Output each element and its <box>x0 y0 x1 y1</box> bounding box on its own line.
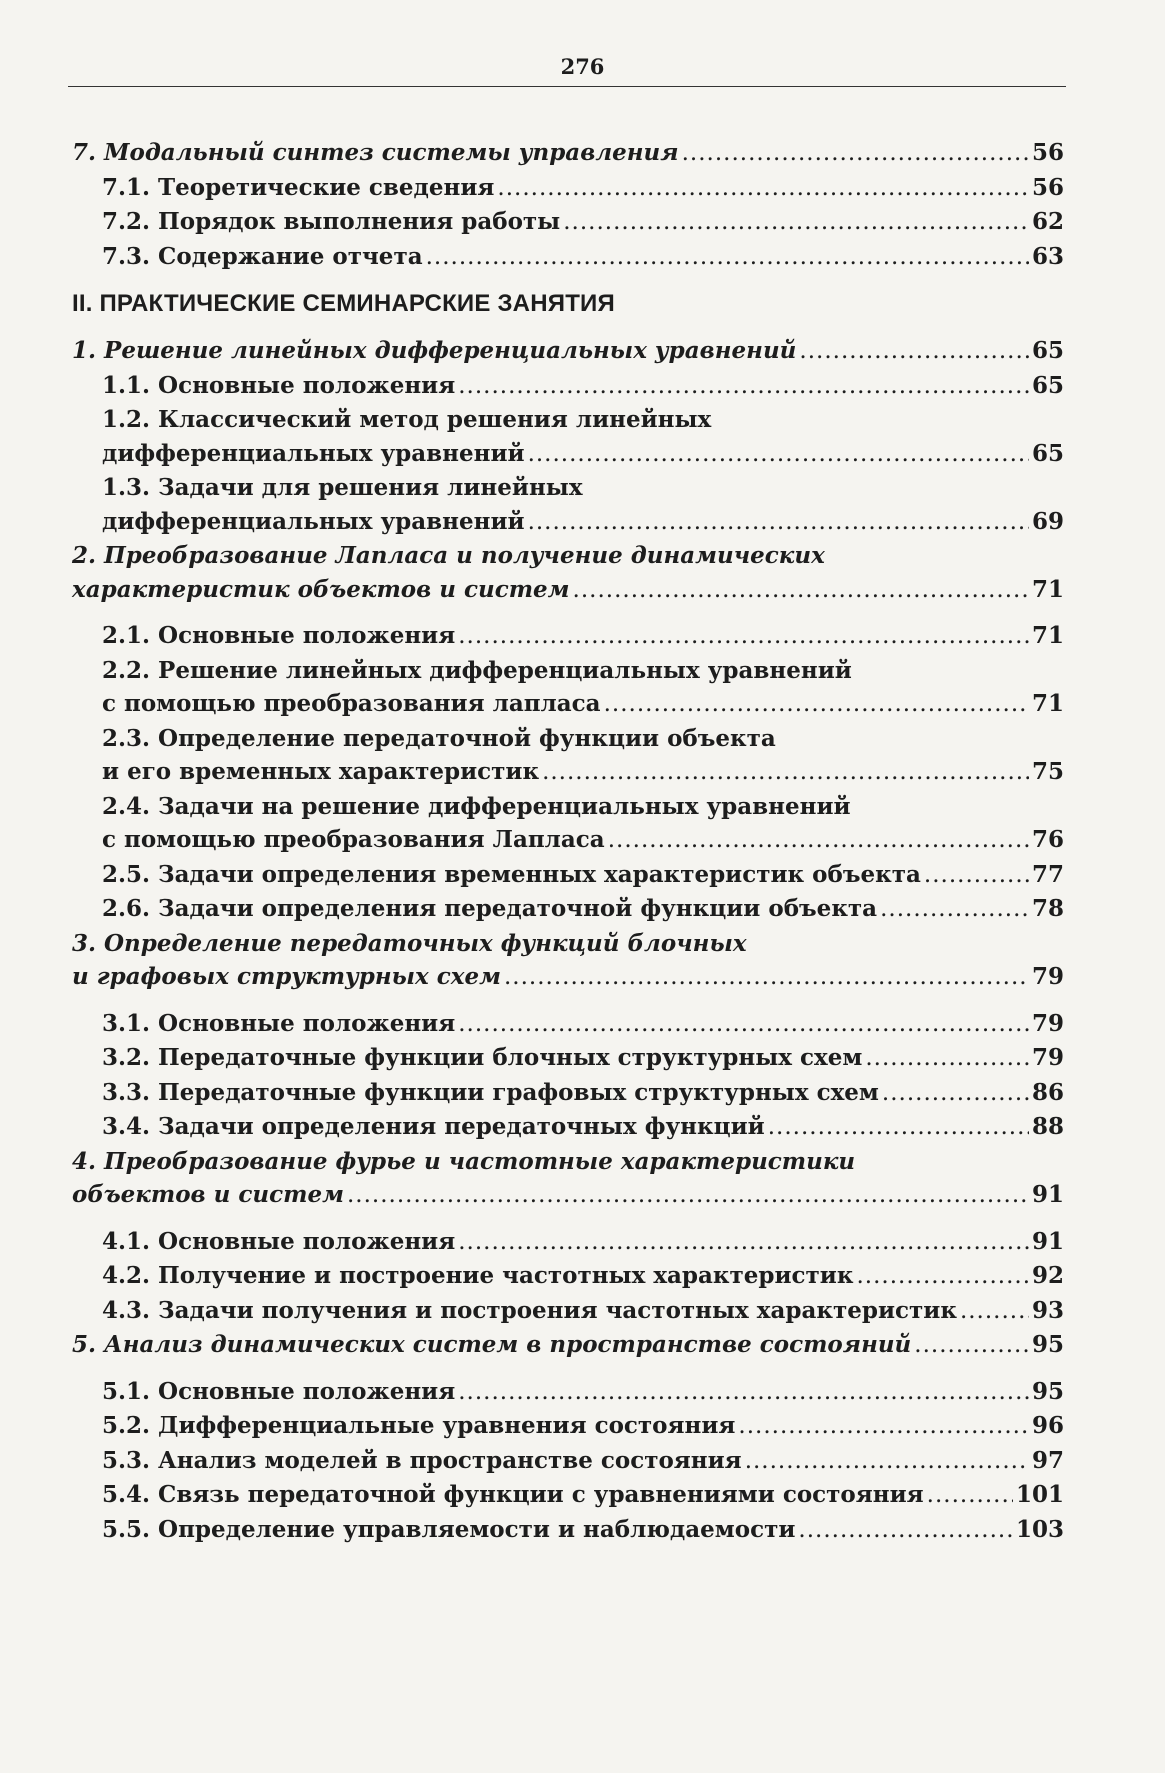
toc-entry-title-cont: и графовых структурных схем <box>72 963 501 990</box>
dot-leader <box>604 688 1029 722</box>
toc-page-number: 71 <box>1031 622 1064 649</box>
toc-entry-2-6[interactable] <box>72 892 1064 927</box>
toc-page-number: 76 <box>1031 826 1064 853</box>
toc-page-number: 91 <box>1031 1181 1064 1208</box>
toc-page-number: 91 <box>1031 1227 1064 1255</box>
toc-entry-title: 7.1. Теоретические сведения <box>102 173 495 201</box>
toc-page-number: 79 <box>1031 1044 1064 1071</box>
toc-entry-5-2[interactable] <box>72 1409 1064 1444</box>
toc-entry-2-3-line1[interactable] <box>72 722 1064 756</box>
dot-leader <box>927 1479 1013 1513</box>
toc-entry-3-4[interactable] <box>72 1110 1064 1145</box>
toc-entry-title: 5.4. Связь передаточной функции с уравнениями состояния <box>102 1481 924 1508</box>
dot-leader <box>528 506 1029 540</box>
toc-entry-title: 2.5. Задачи определения временных характеристик объекта <box>102 860 921 888</box>
toc-entry-title: 5.5. Определение управляемости и наблюдаемости <box>102 1515 796 1543</box>
dot-leader <box>924 859 1029 893</box>
toc-page-number: 95 <box>1031 1377 1064 1405</box>
dot-leader <box>563 206 1029 240</box>
toc-entry-3-3[interactable] <box>72 1076 1064 1111</box>
toc-page-number: 96 <box>1031 1412 1064 1439</box>
dot-leader <box>798 1514 1013 1548</box>
toc-entry-5-4[interactable] <box>72 1478 1064 1513</box>
toc-entry-title: 3.2. Передаточные функции блочных структурных схем <box>102 1044 863 1071</box>
toc-entry-4-1[interactable] <box>72 1225 1064 1260</box>
toc-page-number: 63 <box>1031 242 1064 270</box>
toc-entry-2-4-line2[interactable] <box>72 823 1064 858</box>
spacer <box>72 607 1064 619</box>
toc-page-number: 56 <box>1031 173 1064 201</box>
toc-entry-2-5[interactable] <box>72 858 1064 893</box>
toc-page-number: 69 <box>1031 507 1064 535</box>
dot-leader <box>738 1410 1029 1444</box>
toc-entry-ch4-line1[interactable] <box>72 1145 1064 1179</box>
toc-entry-2-3-line2[interactable] <box>72 755 1064 790</box>
toc-page-number: 93 <box>1031 1296 1064 1324</box>
toc-entry-7-3[interactable] <box>72 240 1064 275</box>
dot-leader <box>960 1295 1029 1329</box>
dot-leader <box>458 1226 1029 1260</box>
toc-entry-title: 7. Модальный синтез системы управления <box>72 139 679 166</box>
toc-entry-title-cont: дифференциальных уравнений <box>102 439 525 467</box>
dot-leader <box>497 172 1029 206</box>
header-rule <box>68 86 1066 87</box>
toc-entry-title: 3.3. Передаточные функции графовых структурных схем <box>102 1078 879 1106</box>
toc-entry-title: 1.2. Классический метод решения линейных <box>102 406 712 433</box>
toc-entry-title: 2. Преобразование Лапласа и получение динамических <box>72 542 825 569</box>
toc-page-number: 56 <box>1031 139 1064 166</box>
toc-entry-title: 3.1. Основные положения <box>102 1009 456 1037</box>
toc-entry-title: 7.3. Содержание отчета <box>102 242 423 270</box>
toc-entry-5-1[interactable] <box>72 1375 1064 1410</box>
toc-entry-title-cont: с помощью преобразования лапласа <box>102 690 601 717</box>
toc-entry-2-1[interactable] <box>72 619 1064 654</box>
dot-leader <box>458 1376 1029 1410</box>
toc-entry-title: 3. Определение передаточных функций блочных <box>72 929 747 957</box>
dot-leader <box>347 1179 1029 1213</box>
toc-entry-5-3[interactable] <box>72 1444 1064 1479</box>
toc-entry-title: 5. Анализ динамических систем в пространстве состояний <box>72 1331 912 1358</box>
toc-entry-title: 2.2. Решение линейных дифференциальных уравнений <box>102 656 852 684</box>
dot-leader <box>528 438 1029 472</box>
toc-entry-title-cont: дифференциальных уравнений <box>102 507 525 535</box>
dot-leader <box>426 241 1029 275</box>
toc-entry-ch1[interactable] <box>72 334 1064 369</box>
toc-page-number: 65 <box>1031 439 1064 467</box>
toc-page-number: 65 <box>1031 371 1064 399</box>
toc-entry-title-cont: характеристик объектов и систем <box>72 575 570 603</box>
toc-entry-2-4-line1[interactable] <box>72 790 1064 824</box>
dot-leader <box>458 620 1029 654</box>
toc-entry-title: 2.4. Задачи на решение дифференциальных уравнений <box>102 792 851 820</box>
toc-page-number: 101 <box>1015 1481 1064 1508</box>
toc-page-number: 103 <box>1015 1515 1064 1543</box>
toc-entry-3-1[interactable] <box>72 1007 1064 1042</box>
toc-page-number: 78 <box>1031 895 1064 922</box>
toc-entry-title: 2.6. Задачи определения передаточной функции объекта <box>102 895 878 922</box>
toc-entry-4-3[interactable] <box>72 1294 1064 1329</box>
toc-entry-1-3-line1[interactable] <box>72 471 1064 505</box>
toc-entry-title: 3.4. Задачи определения передаточных функций <box>102 1113 765 1140</box>
dot-leader <box>856 1260 1029 1294</box>
part-heading: II. ПРАКТИЧЕСКИЕ СЕМИНАРСКИЕ ЗАНЯТИЯ <box>72 290 615 317</box>
toc-entry-title-cont: и его временных характеристик <box>102 758 540 785</box>
page-number: 276 <box>560 54 605 79</box>
spacer <box>72 1213 1064 1225</box>
toc-entry-title: 5.3. Анализ моделей в пространстве состояния <box>102 1446 742 1474</box>
toc-page-number: 92 <box>1031 1262 1064 1289</box>
toc-entry-ch4-line2[interactable] <box>72 1178 1064 1213</box>
toc-entry-ch7[interactable] <box>72 136 1064 171</box>
spacer <box>72 995 1064 1007</box>
table-of-contents <box>72 136 1064 1547</box>
dot-leader <box>880 893 1029 927</box>
toc-entry-title: 7.2. Порядок выполнения работы <box>102 208 561 235</box>
toc-entry-1-1[interactable] <box>72 369 1064 404</box>
toc-entry-title: 4.3. Задачи получения и построения частотных характеристик <box>102 1296 957 1324</box>
toc-page-number: 86 <box>1031 1078 1064 1106</box>
toc-entry-1-3-line2[interactable] <box>72 505 1064 540</box>
dot-leader <box>458 1008 1029 1042</box>
dot-leader <box>745 1445 1029 1479</box>
toc-page-number: 65 <box>1031 337 1064 364</box>
dot-leader <box>914 1329 1029 1363</box>
toc-entry-5-5[interactable] <box>72 1513 1064 1548</box>
toc-entry-ch3-line2[interactable] <box>72 960 1064 995</box>
toc-entry-title-cont: с помощью преобразования Лапласа <box>102 826 605 853</box>
dot-leader <box>682 137 1029 171</box>
toc-entry-ch5[interactable] <box>72 1328 1064 1363</box>
toc-entry-ch2-line2[interactable] <box>72 573 1064 608</box>
toc-entry-3-2[interactable] <box>72 1041 1064 1076</box>
toc-entry-4-2[interactable] <box>72 1259 1064 1294</box>
toc-entry-title: 2.3. Определение передаточной функции объекта <box>102 724 776 752</box>
toc-entry-2-2-line1[interactable] <box>72 654 1064 688</box>
toc-entry-title: 4.1. Основные положения <box>102 1227 456 1255</box>
toc-page-number: 79 <box>1031 1009 1064 1037</box>
toc-entry-7-2[interactable] <box>72 205 1064 240</box>
toc-page-number: 71 <box>1031 575 1064 603</box>
toc-page-number: 62 <box>1031 208 1064 235</box>
toc-page-number: 79 <box>1031 963 1064 990</box>
toc-entry-7-1[interactable] <box>72 171 1064 206</box>
toc-page-number: 95 <box>1031 1331 1064 1358</box>
toc-entry-title: 4. Преобразование фурье и частотные характеристики <box>72 1147 856 1175</box>
dot-leader <box>504 961 1029 995</box>
toc-entry-title: 1.3. Задачи для решения линейных <box>102 474 583 501</box>
toc-entry-title-cont: объектов и систем <box>72 1181 344 1208</box>
toc-page-number: 97 <box>1031 1446 1064 1474</box>
toc-entry-title: 2.1. Основные положения <box>102 622 456 649</box>
toc-entry-ch2-line1[interactable] <box>72 539 1064 573</box>
toc-entry-title: 4.2. Получение и построение частотных характеристик <box>102 1262 854 1289</box>
toc-entry-title: 5.1. Основные положения <box>102 1377 456 1405</box>
dot-leader <box>865 1042 1029 1076</box>
toc-entry-title: 1. Решение линейных дифференциальных уравнений <box>72 337 797 364</box>
toc-entry-1-2-line2[interactable] <box>72 437 1064 472</box>
dot-leader <box>458 370 1029 404</box>
toc-page-number: 88 <box>1031 1113 1064 1140</box>
toc-entry-ch3-line1[interactable] <box>72 927 1064 961</box>
dot-leader <box>573 574 1029 608</box>
spacer <box>72 1363 1064 1375</box>
dot-leader <box>542 756 1029 790</box>
toc-entry-2-2-line2[interactable] <box>72 687 1064 722</box>
dot-leader <box>882 1077 1029 1111</box>
toc-page-number: 77 <box>1031 860 1064 888</box>
toc-entry-title: 1.1. Основные положения <box>102 371 456 399</box>
dot-leader <box>768 1111 1029 1145</box>
dot-leader <box>608 824 1029 858</box>
toc-entry-1-2-line1[interactable] <box>72 403 1064 437</box>
toc-page-number: 71 <box>1031 690 1064 717</box>
toc-entry-title: 5.2. Дифференциальные уравнения состояния <box>102 1412 736 1439</box>
toc-page-number: 75 <box>1031 758 1064 785</box>
dot-leader <box>799 335 1029 369</box>
